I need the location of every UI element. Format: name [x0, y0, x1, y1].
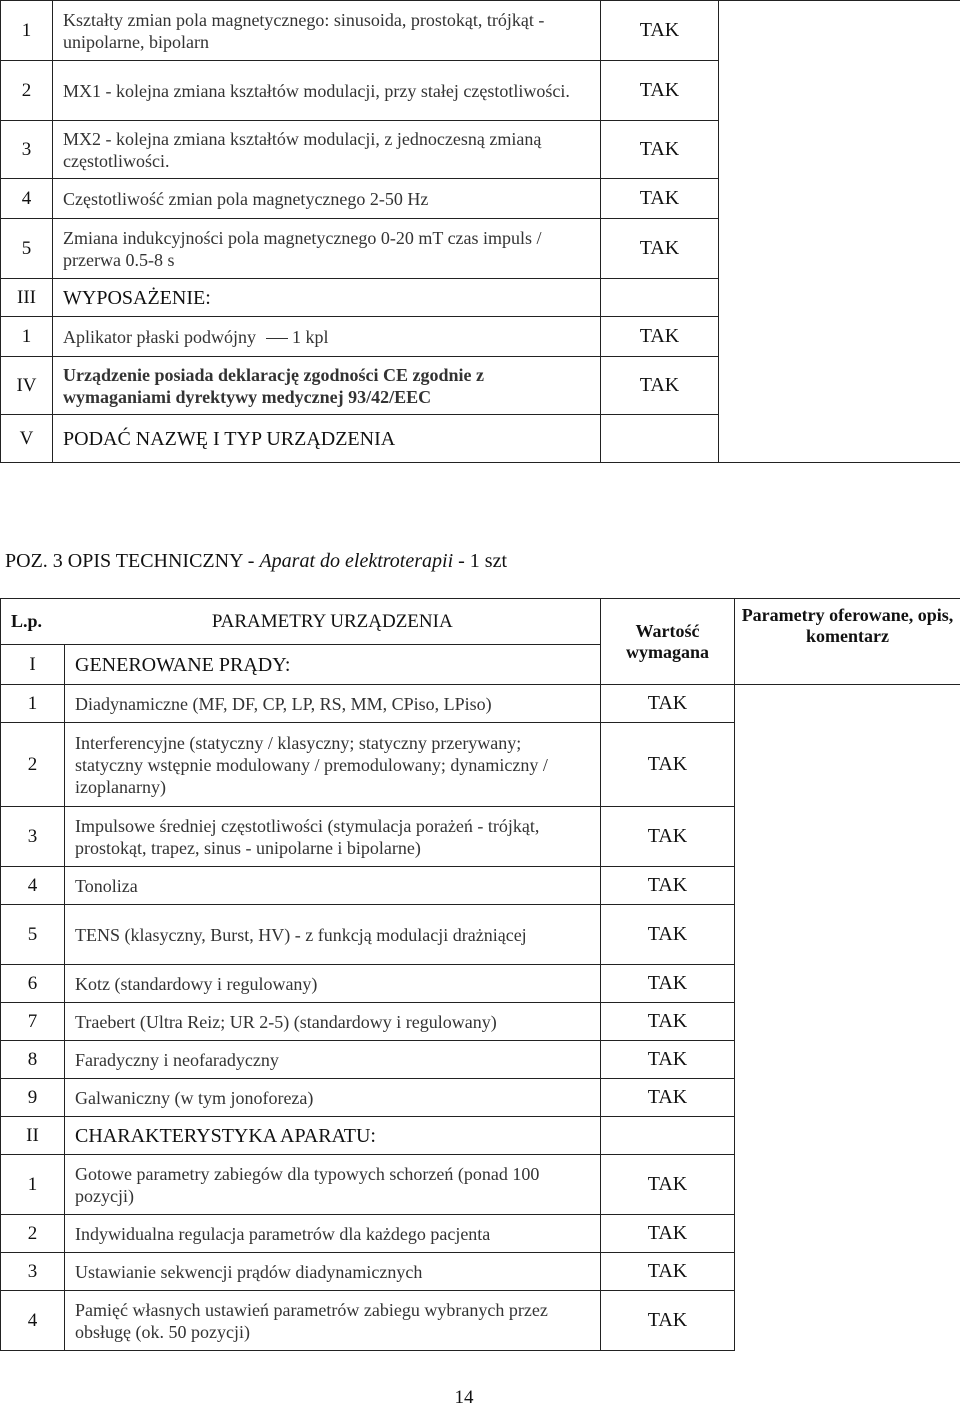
- table-row: [1, 1, 960, 61]
- table-row: [1, 317, 960, 357]
- row-value: TAK: [601, 723, 735, 807]
- table-row: [1, 905, 960, 965]
- row-value: TAK: [601, 1215, 735, 1253]
- row-description: TENS (klasyczny, Burst, HV) - z funkcją modulacji drażniącej: [65, 905, 601, 965]
- offered-cell: [719, 1, 960, 61]
- section-heading: WYPOSAŻENIE:: [53, 279, 601, 317]
- row-value: [601, 415, 719, 463]
- row-value: TAK: [601, 121, 719, 179]
- table-row: [1, 1155, 960, 1215]
- row-number: 3: [1, 1253, 65, 1291]
- empty-cell: [735, 905, 960, 965]
- item-name: Aplikator płaski podwójny: [63, 327, 256, 347]
- row-description: Tonoliza: [65, 867, 601, 905]
- empty-cell: [735, 867, 960, 905]
- row-description: Impulsowe średniej częstotliwości (stymulacja porażeń - trójkąt, prostokąt, trapez, sinus - unipolarne i bipolarne): [65, 807, 601, 867]
- table-row: [1, 1215, 960, 1253]
- table-row: [1, 685, 960, 723]
- top-spec-table: [0, 0, 960, 463]
- table-row: [1, 357, 960, 415]
- section-number: II: [1, 1117, 65, 1155]
- table-row: [1, 1253, 960, 1291]
- row-description: Pamięć własnych ustawień parametrów zabiegu wybranych przez obsługę (ok. 50 pozycji): [65, 1291, 601, 1351]
- table-row: [1, 1041, 960, 1079]
- row-value: TAK: [601, 61, 719, 121]
- row-value: TAK: [601, 807, 735, 867]
- row-value: TAK: [601, 1155, 735, 1215]
- section-title: POZ. 3 OPIS TECHNICZNY - Aparat do elektroterapii - 1 szt: [5, 550, 507, 573]
- empty-cell: [735, 723, 960, 807]
- empty-cell: [735, 1041, 960, 1079]
- row-value: TAK: [601, 905, 735, 965]
- row-number: 7: [1, 1003, 65, 1041]
- row-value: [601, 1117, 735, 1155]
- header-parameters: PARAMETRY URZĄDZENIA: [65, 599, 601, 645]
- row-value: TAK: [601, 1041, 735, 1079]
- row-number: 3: [1, 807, 65, 867]
- row-description: Częstotliwość zmian pola magnetycznego 2-50 Hz: [53, 179, 601, 219]
- row-value: TAK: [601, 1079, 735, 1117]
- row-number: 1: [1, 685, 65, 723]
- offered-cell: [719, 219, 960, 279]
- row-description: Traebert (Ultra Reiz; UR 2-5) (standardowy i regulowany): [65, 1003, 601, 1041]
- empty-cell: [735, 807, 960, 867]
- header-offered-params: Parametry oferowane, opis, komentarz: [735, 599, 960, 685]
- row-description: Zmiana indukcyjności pola magnetycznego 0-20 mT czas impuls / przerwa 0.5-8 s: [53, 219, 601, 279]
- row-number: IV: [1, 357, 53, 415]
- row-value: TAK: [601, 965, 735, 1003]
- row-value: TAK: [601, 1291, 735, 1351]
- row-number: 5: [1, 905, 65, 965]
- empty-cell: [735, 1291, 960, 1351]
- section-heading: CHARAKTERYSTYKA APARATU:: [65, 1117, 601, 1155]
- row-value: TAK: [601, 357, 719, 415]
- empty-cell: [735, 1079, 960, 1117]
- row-description: Indywidualna regulacja parametrów dla każdego pacjenta: [65, 1215, 601, 1253]
- empty-cell: [735, 1215, 960, 1253]
- table-row: [1, 279, 960, 317]
- row-number: 2: [1, 61, 53, 121]
- dash-line-icon: [266, 338, 288, 339]
- table-row: [1, 723, 960, 807]
- table-row: [1, 1291, 960, 1351]
- row-value: [601, 279, 719, 317]
- header-required-value: Wartość wymagana: [601, 599, 735, 685]
- row-description: Gotowe parametry zabiegów dla typowych schorzeń (ponad 100 pozycji): [65, 1155, 601, 1215]
- offered-cell: [719, 317, 960, 357]
- row-number: 1: [1, 1155, 65, 1215]
- row-value: TAK: [601, 317, 719, 357]
- empty-cell: [735, 1117, 960, 1155]
- offered-cell: [719, 357, 960, 415]
- table-row: [1, 965, 960, 1003]
- empty-cell: [735, 965, 960, 1003]
- row-number: 8: [1, 1041, 65, 1079]
- row-description: Ustawianie sekwencji prądów diadynamicznych: [65, 1253, 601, 1291]
- row-description: Kotz (standardowy i regulowany): [65, 965, 601, 1003]
- offered-cell: [719, 121, 960, 179]
- row-description: Faradyczny i neofaradyczny: [65, 1041, 601, 1079]
- row-number: 4: [1, 867, 65, 905]
- row-value: TAK: [601, 219, 719, 279]
- table-row: [1, 121, 960, 179]
- page-number: 14: [0, 1387, 928, 1409]
- offered-cell: [719, 415, 960, 463]
- table-row: [1, 415, 960, 463]
- section-number: I: [1, 645, 65, 685]
- table-row: [1, 1003, 960, 1041]
- row-number: 3: [1, 121, 53, 179]
- table-row: [1, 179, 960, 219]
- row-description: MX2 - kolejna zmiana kształtów modulacji, z jednoczesną zmianą częstotliwości.: [53, 121, 601, 179]
- row-description: Interferencyjne (statyczny / klasyczny; statyczny przerywany; statyczny wstępnie modulowany / premodulowany; dynamiczny / izoplanarny): [65, 723, 601, 807]
- table-row: [1, 807, 960, 867]
- row-number: 1: [1, 1, 53, 61]
- table-row: [1, 867, 960, 905]
- row-number: V: [1, 415, 53, 463]
- row-number: III: [1, 279, 53, 317]
- row-description: Kształty zmian pola magnetycznego: sinusoida, prostokąt, trójkąt - unipolarne, bipolarn: [53, 1, 601, 61]
- row-number: 4: [1, 1291, 65, 1351]
- row-value: TAK: [601, 1253, 735, 1291]
- section-heading: PODAĆ NAZWĘ I TYP URZĄDZENIA: [53, 415, 601, 463]
- row-value: TAK: [601, 1, 719, 61]
- table-row: [1, 219, 960, 279]
- row-value: TAK: [601, 1003, 735, 1041]
- offered-cell: [719, 61, 960, 121]
- row-number: 1: [1, 317, 53, 357]
- row-number: 4: [1, 179, 53, 219]
- empty-cell: [735, 1003, 960, 1041]
- empty-cell: [735, 1253, 960, 1291]
- table-row: [1, 61, 960, 121]
- offered-cell: [719, 279, 960, 317]
- header-lp: L.p.: [1, 599, 65, 645]
- section-row: [1, 1117, 960, 1155]
- row-number: 2: [1, 1215, 65, 1253]
- row-number: 9: [1, 1079, 65, 1117]
- offered-cell: [719, 179, 960, 219]
- row-number: 6: [1, 965, 65, 1003]
- row-number: 2: [1, 723, 65, 807]
- empty-cell: [735, 1155, 960, 1215]
- row-value: TAK: [601, 867, 735, 905]
- item-quantity: 1 kpl: [292, 327, 329, 347]
- table-row: [1, 1079, 960, 1117]
- row-description: [53, 317, 601, 357]
- technical-spec-table: [0, 598, 960, 1351]
- row-value: TAK: [601, 179, 719, 219]
- row-description: Urządzenie posiada deklarację zgodności CE zgodnie z wymaganiami dyrektywy medycznej 93/42/EEC: [53, 357, 601, 415]
- row-value: TAK: [601, 685, 735, 723]
- row-description: Diadynamiczne (MF, DF, CP, LP, RS, MM, CPiso, LPiso): [65, 685, 601, 723]
- empty-cell: [735, 685, 960, 723]
- row-description: MX1 - kolejna zmiana kształtów modulacji, przy stałej częstotliwości.: [53, 61, 601, 121]
- header-row: [1, 599, 960, 645]
- section-heading: GENEROWANE PRĄDY:: [65, 645, 601, 685]
- row-description: Galwaniczny (w tym jonoforeza): [65, 1079, 601, 1117]
- row-number: 5: [1, 219, 53, 279]
